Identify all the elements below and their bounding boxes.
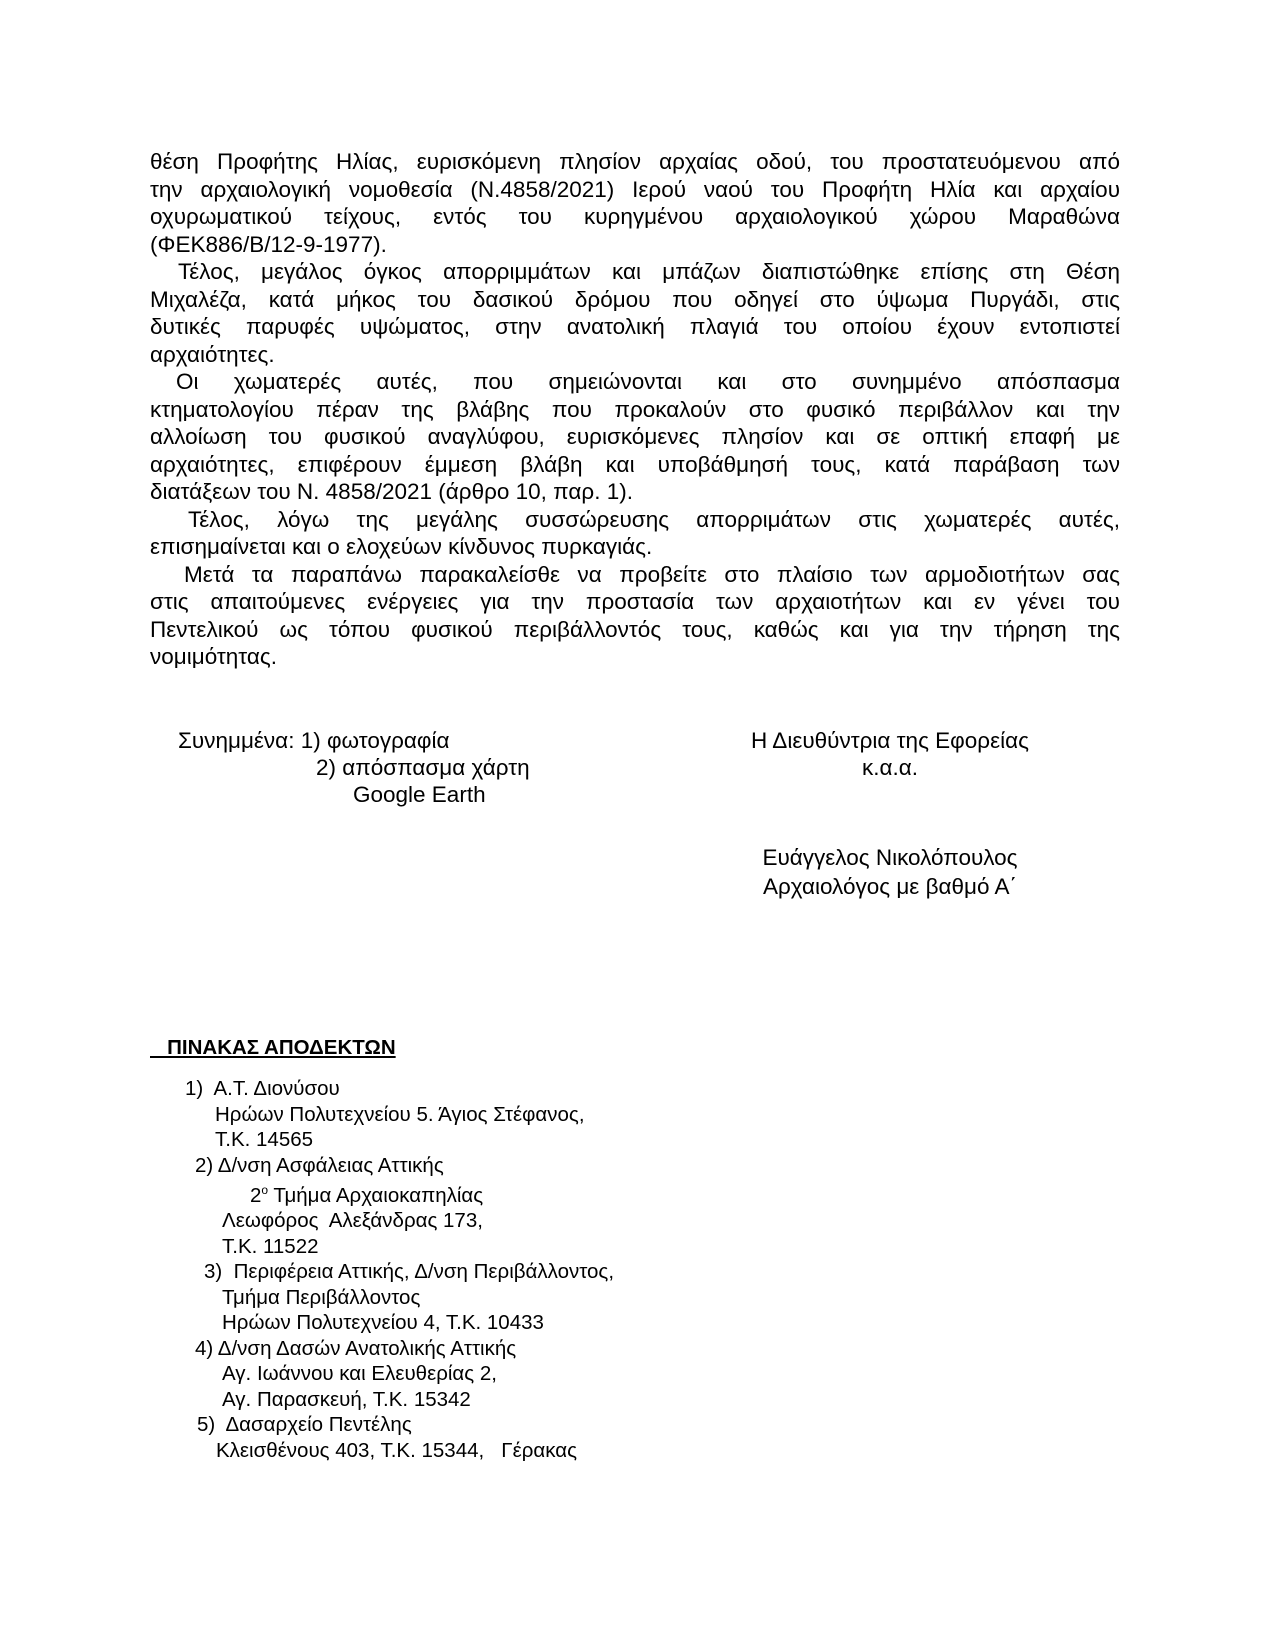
text-line: οχυρωματικού τείχους, εντός του κυρηγμένου αρχαιολογικού χώρου Μαραθώνα	[150, 204, 1120, 229]
recipient-line: Κλεισθένους 403, Τ.Κ. 15344, Γέρακας	[216, 1438, 577, 1462]
recipients-list	[0, 1076, 615, 1463]
text-line: νομιμότητας.	[150, 644, 277, 669]
attachments-label: Συνημμένα: 1) φωτογραφία	[178, 728, 450, 753]
ordinal-two: 2	[250, 1183, 262, 1207]
recipient-line: Ηρώων Πολυτεχνείου 4, Τ.Κ. 10433	[222, 1311, 544, 1335]
text-line: στις απαιτούμενες ενέργειες για την προστασία των αρχαιοτήτων και εν γένει του	[150, 589, 1120, 614]
recipient-line: Ηρώων Πολυτεχνείου 5. Άγιος Στέφανος,	[215, 1102, 585, 1126]
text-line: Μιχαλέζα, κατά μήκος του δασικού δρόμου που οδηγεί στο ύψωμα Πυργάδι, στις	[150, 286, 1120, 312]
text-line: αρχαιότητες, επιφέρουν έμμεση βλάβη και υποβάθμησή τους, κατά παράβαση των	[150, 451, 1120, 477]
signatory-role: Αρχαιολόγος με βαθμό Α΄	[762, 874, 1018, 899]
text-line: θέση Προφήτης Ηλίας, ευρισκόμενη πλησίον αρχαίας οδού, του προστατευόμενου από	[150, 149, 1120, 174]
attachment-item: 2) απόσπασμα χάρτη	[316, 755, 530, 780]
text-line: την αρχαιολογική νομοθεσία (Ν.4858/2021) Ιερού ναού του Προφήτη Ηλία και αρχαίου	[150, 176, 1120, 202]
attachment-item-cont: Google Earth	[353, 782, 486, 807]
paragraph-fire-risk	[150, 506, 1120, 561]
recipient-line: 4) Δ/νση Δασών Ανατολικής Αττικής	[195, 1336, 517, 1360]
paragraph-location	[150, 148, 1120, 258]
paragraph-landfills	[150, 368, 1120, 506]
recipient-line: $2^o$ Τμήμα Αρχαιοκαπηλίας	[250, 1183, 484, 1207]
recipient-line: Αγ. Ιωάννου και Ελευθερίας 2,	[222, 1362, 497, 1386]
paragraph-michaleza	[150, 258, 1120, 368]
recipients-title: ΠΙΝΑΚΑΣ ΑΠΟΔΕΚΤΩΝ	[150, 1036, 396, 1059]
attachments-block	[178, 727, 530, 808]
letter-body	[150, 148, 1120, 671]
text-line: αλλοίωση του φυσικού αναγλύφου, ευρισκόμενες πλησίον και σε οπτική επαφή με	[150, 424, 1120, 449]
recipient-line: Λεωφόρος Αλεξάνδρας 173,	[222, 1209, 483, 1233]
text-line: Τέλος, λόγω της μεγάλης συσσώρευσης απορριμάτων στις χωματερές αυτές,	[188, 506, 1120, 532]
signatory-title-block	[700, 727, 1080, 781]
text-line: Οι χωματερές αυτές, που σημειώνονται και στο συνημμένο απόσπασμα	[176, 369, 1120, 394]
recipient-line: 3) Περιφέρεια Αττικής, Δ/νση Περιβάλλοντος,	[204, 1260, 615, 1284]
text-line: Τέλος, μεγάλος όγκος απορριμμάτων και μπάζων διαπιστώθηκε επίσης στη Θέση	[178, 259, 1120, 284]
text-line: Πεντελικού ως τόπου φυσικού περιβάλλοντός τους, καθώς και για την τήρηση της	[150, 616, 1120, 642]
signatory-name-block	[700, 843, 1080, 901]
text-line: δυτικές παρυφές υψώματος, στην ανατολική πλαγιά του οποίου έχουν εντοπιστεί	[150, 314, 1120, 339]
text-line: επισημαίνεται και ο ελοχεύων κίνδυνος πυρκαγιάς.	[150, 534, 653, 559]
text-line: κτηματολογίου πέραν της βλάβης που προκαλούν στο φυσικό περιβάλλον και την	[150, 396, 1120, 422]
signatory-name: Ευάγγελος Νικολόπουλος	[762, 845, 1018, 870]
signatory-title: Η Διευθύντρια της Εφορείας	[751, 728, 1029, 753]
text-line: αρχαιότητες.	[150, 341, 275, 367]
recipient-line: 1) Α.Τ. Διονύσου	[185, 1077, 340, 1100]
recipient-line: 2) Δ/νση Ασφάλειας Αττικής	[195, 1153, 444, 1177]
recipient-line: Τ.Κ. 14565	[215, 1128, 314, 1151]
recipient-line: Τμήμα Περιβάλλοντος	[222, 1285, 421, 1309]
signatory-kaa: κ.α.α.	[861, 755, 919, 780]
recipient-line: 5) Δασαρχείο Πεντέλης	[197, 1413, 412, 1437]
text-line: διατάξεων του Ν. 4858/2021 (άρθρο 10, παρ. 1).	[150, 479, 633, 504]
text-line: Μετά τα παραπάνω παρακαλείσθε να προβείτε στο πλαίσιο των αρμοδιοτήτων σας	[184, 561, 1120, 587]
recipient-line: Τ.Κ. 11522	[222, 1234, 319, 1258]
paragraph-request	[150, 561, 1120, 671]
text-line: (ΦΕΚ886/Β/12-9-1977).	[150, 231, 387, 257]
recipient-line-rest: Τμήμα Αρχαιοκαπηλίας	[268, 1183, 484, 1207]
recipient-line: Αγ. Παρασκευή, Τ.Κ. 15342	[222, 1387, 471, 1411]
